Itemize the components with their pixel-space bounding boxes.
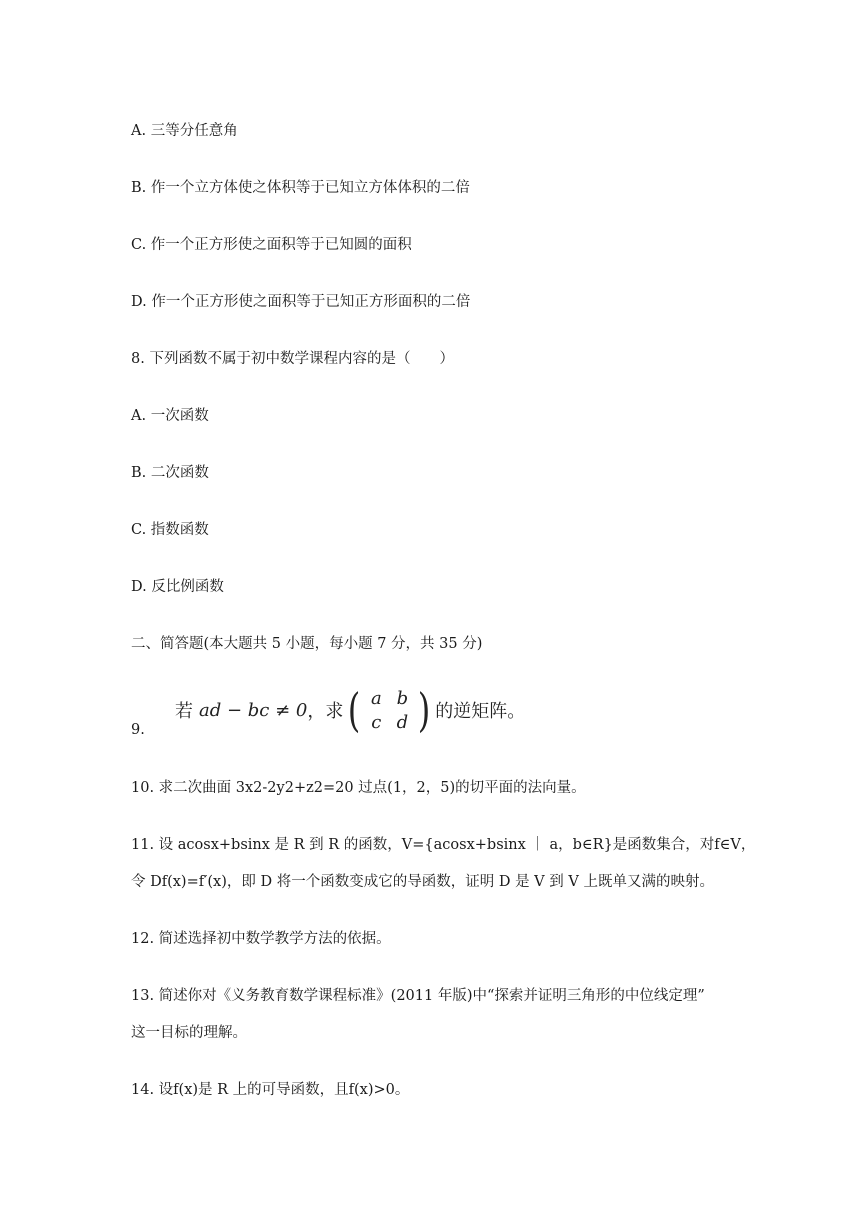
option-d-q7: D. 作一个正方形使之面积等于已知正方形面积的二倍 bbox=[131, 294, 471, 310]
option-b-q7: B. 作一个立方体使之体积等于已知立方体体积的二倍 bbox=[131, 180, 470, 196]
option-c-q8: C. 指数函数 bbox=[131, 522, 209, 538]
matrix-a: a bbox=[370, 687, 382, 709]
question-8: 8. 下列函数不属于初中数学课程内容的是（ ） bbox=[131, 351, 454, 367]
formula-expr: ad − bc ≠ 0 bbox=[199, 699, 308, 721]
formula-mid: ，求 bbox=[307, 701, 344, 722]
matrix-b: b bbox=[396, 687, 409, 709]
formula-suffix: 的逆矩阵。 bbox=[435, 701, 526, 722]
question-14: 14. 设f(x)是 R 上的可导函数，且f(x)>0。 bbox=[131, 1082, 410, 1098]
option-a-q8: A. 一次函数 bbox=[131, 408, 209, 424]
question-9-number: 9. bbox=[131, 722, 145, 738]
matrix-c: c bbox=[371, 711, 382, 733]
section-heading: 二、简答题(本大题共 5 小题，每小题 7 分，共 35 分) bbox=[131, 636, 483, 652]
option-b-q8: B. 二次函数 bbox=[131, 465, 209, 481]
question-13-line1: 13. 简述你对《义务教育数学课程标准》(2011 年版)中“探索并证明三角形的中位线定理” bbox=[131, 988, 705, 1004]
formula-prefix: 若 bbox=[175, 701, 193, 722]
option-a-q7: A. 三等分任意角 bbox=[131, 123, 238, 139]
option-c-q7: C. 作一个正方形使之面积等于已知圆的面积 bbox=[131, 237, 412, 253]
matrix-d: d bbox=[396, 711, 409, 733]
question-11-line1: 11. 设 acosx+bsinx 是 R 到 R 的函数，V={acosx+bsinx ｜ a，b∈R}是函数集合，对f∈V， bbox=[131, 837, 756, 853]
question-9-formula bbox=[175, 684, 525, 736]
question-13-line2: 这一目标的理解。 bbox=[131, 1025, 247, 1041]
option-d-q8: D. 反比例函数 bbox=[131, 579, 224, 595]
matrix bbox=[345, 683, 433, 737]
right-paren: ) bbox=[418, 683, 431, 737]
question-10: 10. 求二次曲面 3x2-2y2+z2=20 过点(1，2，5)的切平面的法向量。 bbox=[131, 780, 586, 796]
left-paren: ( bbox=[348, 683, 361, 737]
question-12: 12. 简述选择初中数学教学方法的依据。 bbox=[131, 931, 391, 947]
question-11-line2: 令 Df(x)=f′(x)，即 D 将一个函数变成它的导函数，证明 D 是 V 到 V 上既单又满的映射。 bbox=[131, 874, 714, 890]
